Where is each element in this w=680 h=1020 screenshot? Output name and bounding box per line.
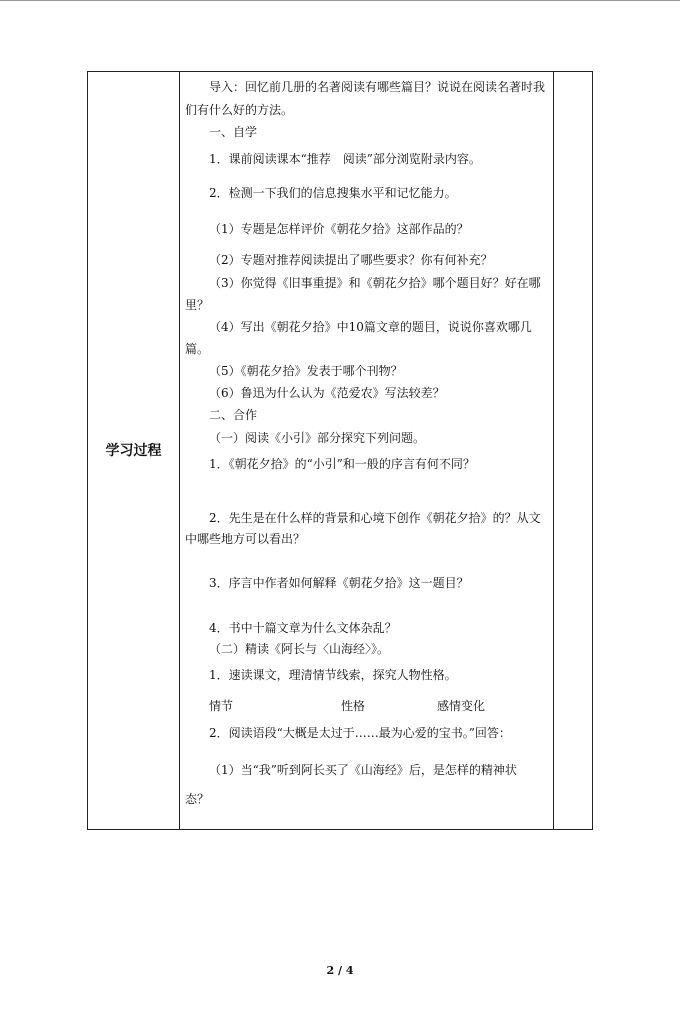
question-4-line-1: （4）写出《朝花夕拾》中10篇文章的题目，说说你喜欢哪几 <box>209 320 532 334</box>
question-5: （5）《朝花夕拾》发表于哪个刊物？ <box>209 364 403 378</box>
close-reading-item-2: 2．阅读语段“大概是太过于……最为心爱的宝书。”回答： <box>209 726 511 740</box>
intro-line-1: 导入：回忆前几册的名著阅读有哪些篇目？说说在阅读名著时我 <box>209 80 546 94</box>
cooperate-item-2-line-1: 2．先生是在什么样的背景和心境下创作《朝花夕拾》的？从文 <box>209 511 541 525</box>
column-head-character: 性格 <box>341 699 366 713</box>
subsection-1-heading: （一）阅读《小引》部分探究下列问题。 <box>209 431 426 445</box>
cooperate-item-3: 3．序言中作者如何解释《朝花夕拾》这一题目？ <box>209 576 469 590</box>
question-3-line-2: 里？ <box>185 298 210 312</box>
page-top-rule <box>0 0 680 1</box>
part2-heading: 二、合作 <box>209 408 258 422</box>
intro-line-2: 们有什么好的方法。 <box>185 103 294 117</box>
question-4-line-2: 篇。 <box>185 342 210 356</box>
page-number: 2 / 4 <box>326 964 354 977</box>
self-study-item-2: 2．检测一下我们的信息搜集水平和记忆能力。 <box>209 186 457 200</box>
question-1: （1）专题是怎样评价《朝花夕拾》这部作品的？ <box>209 222 469 236</box>
section-label: 学习过程 <box>105 443 162 459</box>
question-2: （2）专题对推荐阅读提出了哪些要求？你有何补充？ <box>209 253 493 267</box>
column-head-plot: 情节 <box>209 699 234 713</box>
close-reading-question-1-line-2: 态？ <box>185 792 210 806</box>
column-head-emotion: 感情变化 <box>437 699 486 713</box>
column-divider-right <box>553 72 554 829</box>
question-3-line-1: （3）你觉得《旧事重提》和《朝花夕拾》哪个题目好？好在哪 <box>209 276 541 290</box>
column-divider-left <box>179 72 180 829</box>
subsection-2-heading: （二）精读《阿长与〈山海经〉》。 <box>209 642 390 656</box>
question-6: （6）鲁迅为什么认为《范爱农》写法较差？ <box>209 386 445 400</box>
cooperate-item-2-line-2: 中哪些地方可以看出？ <box>185 532 306 546</box>
cooperate-item-1: 1．《朝花夕拾》的“小引”和一般的序言有何不同？ <box>209 457 475 471</box>
close-reading-question-1-line-1: （1）当“我”听到阿长买了《山海经》后，是怎样的精神状 <box>209 763 517 777</box>
part1-heading: 一、自学 <box>209 125 258 139</box>
self-study-item-1: 1．课前阅读课本“推荐 阅读”部分浏览附录内容。 <box>209 152 481 166</box>
close-reading-item-1: 1．速读课文，理清情节线索，探究人物性格。 <box>209 668 457 682</box>
cooperate-item-4: 4．书中十篇文章为什么文体杂乱？ <box>209 621 397 635</box>
